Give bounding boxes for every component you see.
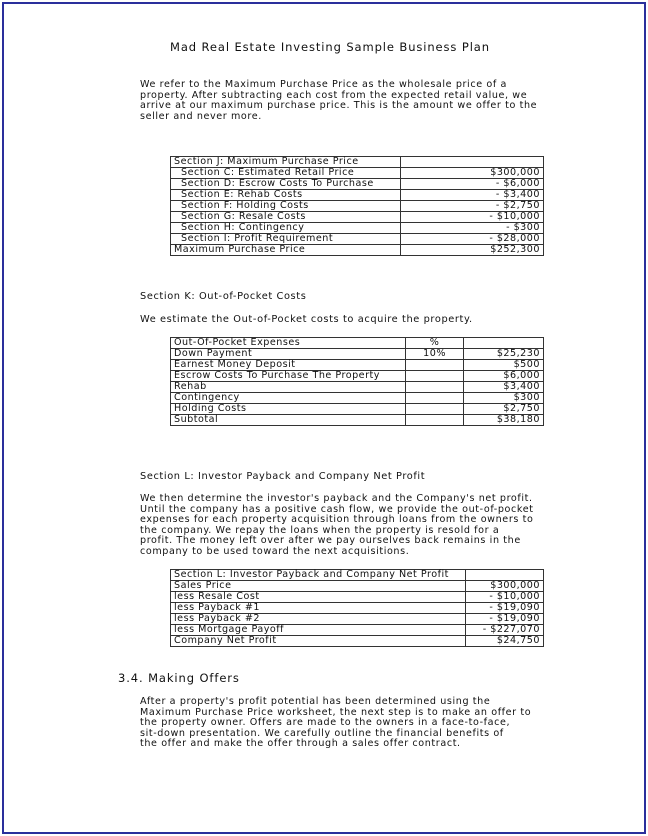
row-pct — [405, 382, 464, 393]
section-l-line: We then determine the investor's payback and the Company's net profit. — [140, 493, 533, 504]
table-header-row — [171, 157, 544, 168]
row-label: less Mortgage Payoff — [171, 625, 466, 636]
intro-line: property. After subtracting each cost from the expected retail value, we — [140, 89, 528, 101]
table-row — [171, 360, 544, 371]
table-header-row — [171, 338, 544, 349]
section-l-line: the company. We repay the loans when the property is resold for a — [140, 524, 500, 536]
section-3-4-paragraph — [140, 697, 531, 750]
row-pct — [405, 404, 464, 415]
row-label: Company Net Profit — [171, 636, 466, 647]
row-value: $38,180 — [464, 415, 544, 426]
page-title: Mad Real Estate Investing Sample Business Plan — [170, 40, 490, 54]
table-header: Out-Of-Pocket Expenses — [171, 338, 406, 349]
row-value: $300,000 — [465, 581, 543, 592]
total-value: $252,300 — [400, 245, 543, 256]
row-label: Rehab — [171, 382, 406, 393]
row-label: Holding Costs — [171, 404, 406, 415]
row-label: less Resale Cost — [171, 592, 466, 603]
section-3-4-line: After a property's profit potential has been determined using the — [140, 696, 491, 707]
table-row — [171, 614, 544, 625]
row-label: Section E: Rehab Costs — [171, 190, 401, 201]
row-value: - $10,000 — [465, 592, 543, 603]
table-row — [171, 636, 544, 647]
row-value: - $6,000 — [400, 179, 543, 190]
intro-line: arrive at our maximum purchase price. This is the amount we offer to the — [140, 100, 538, 112]
row-value: $2,750 — [464, 404, 544, 415]
section-l-line: expenses for each property acquisition through loans from the owners to — [140, 514, 534, 526]
table-row — [171, 393, 544, 404]
table-row — [171, 404, 544, 415]
section-l-line: company to be used toward the next acquisitions. — [140, 545, 410, 557]
row-value: - $19,090 — [465, 603, 543, 614]
table-row — [171, 625, 544, 636]
section-3-4-line: sit-down presentation. We carefully outline the financial benefits of — [140, 727, 504, 739]
row-pct — [405, 415, 464, 426]
table-header-row — [171, 570, 544, 581]
row-value: $300 — [464, 393, 544, 404]
row-value: - $2,750 — [400, 201, 543, 212]
row-label: Section I: Profit Requirement — [171, 234, 401, 245]
row-label: Sales Price — [171, 581, 466, 592]
table-row — [171, 168, 544, 179]
section-l-paragraph — [140, 494, 534, 558]
row-value: - $3,400 — [400, 190, 543, 201]
section-3-4-heading: 3.4. Making Offers — [118, 671, 240, 685]
table-row — [171, 223, 544, 234]
table-row — [171, 415, 544, 426]
out-of-pocket-table — [170, 337, 544, 426]
section-k-text: We estimate the Out-of-Pocket costs to acquire the property. — [140, 314, 473, 325]
section-3-4-line: the offer and make the offer through a sales offer contract. — [140, 738, 461, 750]
row-value: $500 — [464, 360, 544, 371]
section-l-line: profit. The money left over after we pay ourselves back remains in the — [140, 535, 521, 547]
row-label: Section D: Escrow Costs To Purchase — [171, 179, 401, 190]
table-total-row — [171, 245, 544, 256]
row-label: Down Payment — [171, 349, 406, 360]
table-row — [171, 212, 544, 223]
row-label: Contingency — [171, 393, 406, 404]
intro-line: We refer to the Maximum Purchase Price as the wholesale price of a — [140, 79, 507, 90]
row-label: Earnest Money Deposit — [171, 360, 406, 371]
table-row — [171, 382, 544, 393]
row-label: less Payback #2 — [171, 614, 466, 625]
total-label: Maximum Purchase Price — [171, 245, 401, 256]
row-label: Subtotal — [171, 415, 406, 426]
row-value: $3,400 — [464, 382, 544, 393]
row-value: $25,230 — [464, 349, 544, 360]
row-label: less Payback #1 — [171, 603, 466, 614]
section-l-line: Until the company has a positive cash flow, we provide the out-of-pocket — [140, 503, 534, 515]
table-row — [171, 581, 544, 592]
row-label: Section C: Estimated Retail Price — [171, 168, 401, 179]
table-row — [171, 592, 544, 603]
table-header: Section J: Maximum Purchase Price — [171, 157, 401, 168]
pct-header: % — [405, 338, 464, 349]
table-row — [171, 371, 544, 382]
row-pct — [405, 360, 464, 371]
intro-line: seller and never more. — [140, 110, 262, 122]
table-header: Section L: Investor Payback and Company Net Profit — [171, 570, 466, 581]
row-label: Section F: Holding Costs — [171, 201, 401, 212]
section-3-4-line: Maximum Purchase Price worksheet, the next step is to make an offer to — [140, 706, 532, 718]
row-value: - $227,070 — [465, 625, 543, 636]
section-k-heading: Section K: Out-of-Pocket Costs — [140, 291, 307, 302]
table-row — [171, 349, 544, 360]
table-row — [171, 179, 544, 190]
table-row — [171, 190, 544, 201]
row-label: Section G: Resale Costs — [171, 212, 401, 223]
row-label: Escrow Costs To Purchase The Property — [171, 371, 406, 382]
row-value: $24,750 — [465, 636, 543, 647]
table-row — [171, 201, 544, 212]
investor-payback-table — [170, 569, 544, 647]
section-l-heading: Section L: Investor Payback and Company Net Profit — [140, 471, 426, 482]
row-label: Section H: Contingency — [171, 223, 401, 234]
row-value: - $10,000 — [400, 212, 543, 223]
row-pct: 10% — [405, 349, 464, 360]
intro-paragraph — [140, 80, 537, 122]
row-value: $6,000 — [464, 371, 544, 382]
row-pct — [405, 371, 464, 382]
table-row — [171, 603, 544, 614]
max-purchase-price-table — [170, 156, 544, 256]
row-pct — [405, 393, 464, 404]
row-value: - $28,000 — [400, 234, 543, 245]
row-value: $300,000 — [400, 168, 543, 179]
row-value: - $300 — [400, 223, 543, 234]
row-value: - $19,090 — [465, 614, 543, 625]
section-3-4-line: the property owner. Offers are made to the owners in a face-to-face, — [140, 717, 511, 729]
table-row — [171, 234, 544, 245]
